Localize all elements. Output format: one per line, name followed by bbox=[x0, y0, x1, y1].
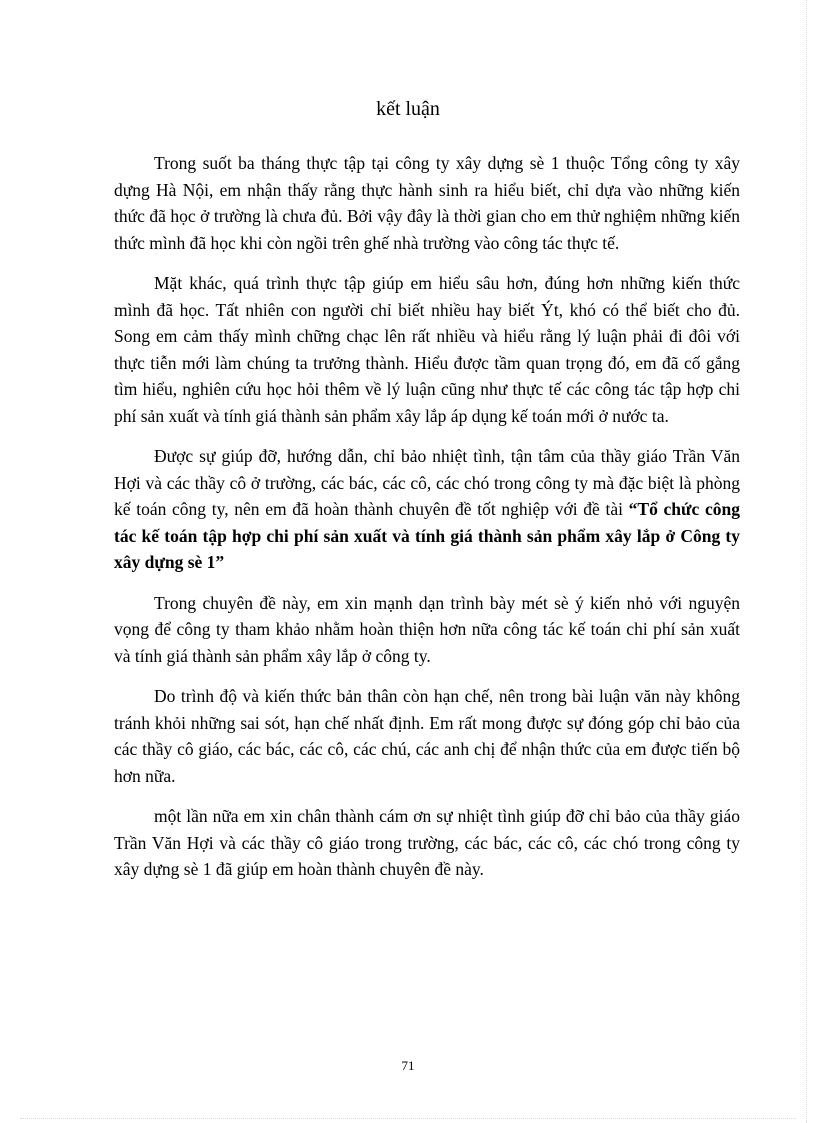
conclusion-body bbox=[114, 150, 740, 897]
page-right-border bbox=[806, 0, 807, 1123]
paragraph-5: Do trình độ và kiến thức bản thân còn hạn chế, nên trong bài luận văn này không tránh khỏi những sai sót, hạn chế nhất định. Em rất mong được sự đóng góp chỉ bảo của các thầy cô giáo, các bác, các cô, các chú, các anh chị để nhận thức của em được tiến bộ hơn nữa. bbox=[114, 686, 740, 786]
paragraph-4: Trong chuyên đề này, em xin mạnh dạn trình bày mét sè ý kiến nhỏ với nguyện vọng để công ty tham khảo nhằm hoàn thiện hơn nữa công tác kế toán chi phí sản xuất và tính giá thành sản phẩm xây lắp ở công ty. bbox=[114, 592, 740, 666]
paragraph-1: Trong suốt ba tháng thực tập tại công ty xây dựng sè 1 thuộc Tổng công ty xây dựng Hà Nội, em nhận thấy rằng thực hành sinh ra hiểu biết, chỉ dựa vào những kiến thức đã học ở trường là chưa đủ. Bởi vậy đây là thời gian cho em thử nghiệm những kiến thức mình đã học khi còn ngồi trên ghế nhà trường vào công tác thực tế. bbox=[114, 153, 740, 253]
page-number: 71 bbox=[401, 1058, 415, 1073]
page-bottom-border bbox=[20, 1118, 796, 1119]
page-title: kết luận bbox=[376, 98, 440, 120]
paragraph-3 bbox=[114, 443, 740, 576]
thesis-topic-title: “Tổ chức công tác kế toán tập hợp chi phí sản xuất và tính giá thành sản phẩm xây lắp ở Công ty xây dựng sè 1” bbox=[114, 499, 740, 572]
paragraph-3-text: Được sự giúp đỡ, hướng dẫn, chỉ bảo nhiệt tình, tận tâm của thầy giáo Trần Văn Hợi và các thầy cô ở trường, các bác, các cô, các chó trong công ty mà đặc biệt là phòng kế toán công ty, nên em đã hoàn thành chuyên đề tốt nghiệp với đề tài bbox=[114, 446, 740, 519]
paragraph-6: một lần nữa em xin chân thành cám ơn sự nhiệt tình giúp đỡ chỉ bảo của thầy giáo Trần Văn Hợi và các thầy cô giáo trong trường, các bác, các cô, các chó trong công ty xây dựng sè 1 đã giúp em hoàn thành chuyên đề này. bbox=[114, 806, 740, 879]
paragraph-2: Mặt khác, quá trình thực tập giúp em hiểu sâu hơn, đúng hơn những kiến thức mình đã học. Tất nhiên con người chỉ biết nhiều hay biết Ýt, khó có thể biết cho đủ. Song em cảm thấy mình chững chạc lên rất nhiều và hiểu rằng lý luận phải đi đôi với thực tiễn mới làm chúng ta trưởng thành. Hiểu được tầm quan trọng đó, em đã cố gắng tìm hiểu, nghiên cứu học hỏi thêm về lý luận cũng như thực tế các công tác tập hợp chi phí sản xuất và tính giá thành sản phẩm xây lắp áp dụng kế toán mới ở nước ta. bbox=[114, 273, 740, 426]
